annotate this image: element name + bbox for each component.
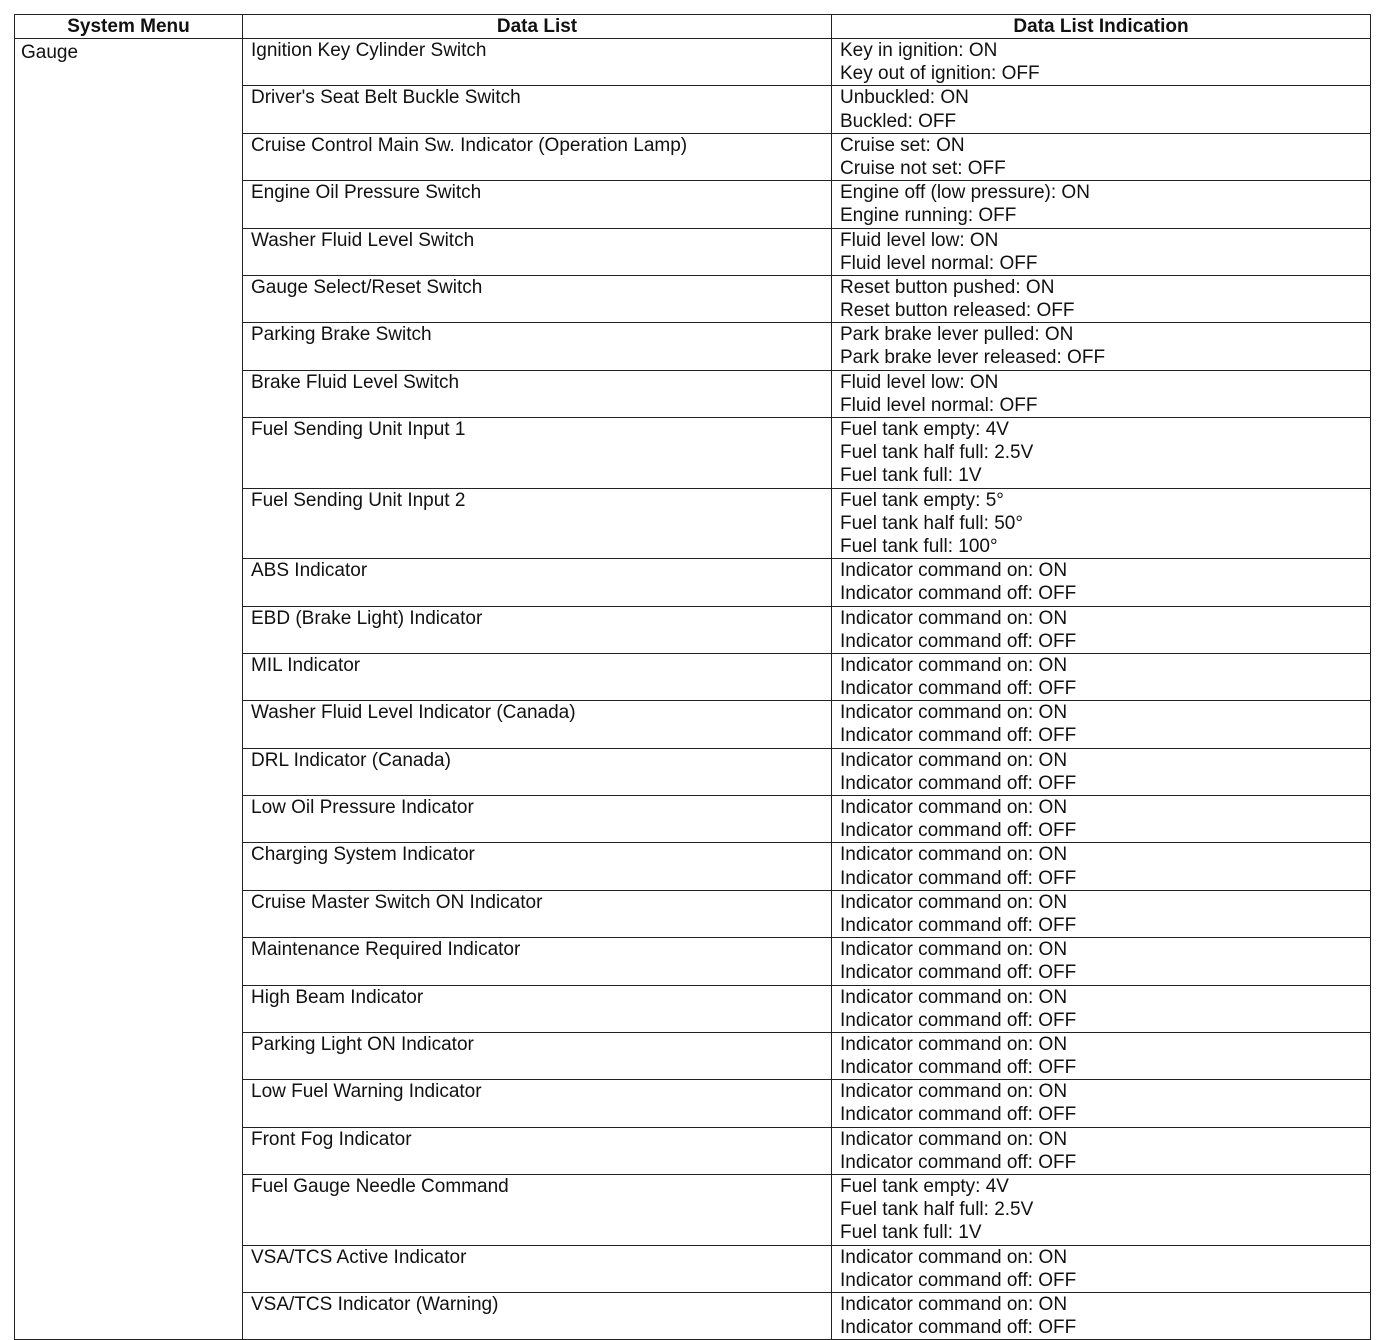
data-list-item: Ignition Key Cylinder Switch <box>243 39 832 86</box>
indication-line: Fuel tank full: 1V <box>840 1222 982 1244</box>
data-list-item: Fuel Gauge Needle Command <box>243 1175 832 1246</box>
data-list-item: Fuel Sending Unit Input 1 <box>243 418 832 489</box>
indication-line: Buckled: OFF <box>840 110 957 132</box>
indication-line: Indicator command off: OFF <box>840 583 1077 605</box>
indication-line: Indicator command on: ON <box>840 844 1068 866</box>
indication-line: Fuel tank empty: 4V <box>840 1176 1009 1197</box>
indication-line: Key out of ignition: OFF <box>840 63 1040 85</box>
indication-cell <box>832 1032 1371 1079</box>
indication-line: Fluid level low: ON <box>840 371 999 393</box>
indication-cell <box>832 418 1371 489</box>
data-list-item: Fuel Sending Unit Input 2 <box>243 488 832 559</box>
indication-cell <box>832 488 1371 559</box>
indication-cell <box>832 1127 1371 1174</box>
indication-cell <box>832 1245 1371 1292</box>
indication-cell <box>832 985 1371 1032</box>
data-list-item: Parking Light ON Indicator <box>243 1032 832 1079</box>
indication-line: Engine running: OFF <box>840 205 1017 227</box>
indication-line: Fuel tank full: 1V <box>840 465 982 487</box>
indication-line: Park brake lever released: OFF <box>840 347 1106 369</box>
data-list-item: Engine Oil Pressure Switch <box>243 181 832 228</box>
indication-cell <box>832 370 1371 417</box>
indication-line: Indicator command off: OFF <box>840 1317 1077 1339</box>
indication-cell <box>832 843 1371 890</box>
indication-line: Indicator command off: OFF <box>840 725 1077 747</box>
indication-cell <box>832 275 1371 322</box>
indication-cell <box>832 748 1371 795</box>
indication-line: Indicator command off: OFF <box>840 914 1077 936</box>
data-list-item: Parking Brake Switch <box>243 323 832 370</box>
indication-cell <box>832 228 1371 275</box>
data-list-item: Gauge Select/Reset Switch <box>243 275 832 322</box>
indication-cell <box>832 39 1371 86</box>
indication-cell <box>832 796 1371 843</box>
header-indication: Data List Indication <box>832 15 1371 39</box>
data-list-item: Brake Fluid Level Switch <box>243 370 832 417</box>
indication-line: Engine off (low pressure): ON <box>840 182 1090 204</box>
indication-line: Indicator command off: OFF <box>840 772 1077 794</box>
indication-line: Indicator command on: ON <box>840 607 1068 629</box>
indication-line: Indicator command off: OFF <box>840 962 1077 984</box>
indication-line: Indicator command on: ON <box>840 1033 1068 1055</box>
indication-line: Indicator command off: OFF <box>840 1104 1077 1126</box>
indication-line: Indicator command off: OFF <box>840 1009 1077 1031</box>
data-list-item: Driver's Seat Belt Buckle Switch <box>243 86 832 133</box>
indication-line: Indicator command on: ON <box>840 560 1068 582</box>
indication-line: Indicator command on: ON <box>840 797 1068 818</box>
table-body <box>15 39 1371 1340</box>
table-row <box>15 39 1371 86</box>
data-list-item: Charging System Indicator <box>243 843 832 890</box>
indication-line: Indicator command on: ON <box>840 749 1068 771</box>
indication-cell <box>832 653 1371 700</box>
data-list-table <box>14 14 1371 1340</box>
indication-line: Cruise set: ON <box>840 134 965 156</box>
indication-cell <box>832 86 1371 133</box>
indication-line: Indicator command on: ON <box>840 939 1068 961</box>
indication-line: Reset button pushed: ON <box>840 276 1055 298</box>
data-list-item: Washer Fluid Level Switch <box>243 228 832 275</box>
indication-cell <box>832 1080 1371 1127</box>
indication-line: Indicator command off: OFF <box>840 1057 1077 1079</box>
header-row <box>15 15 1371 39</box>
indication-line: Indicator command on: ON <box>840 891 1068 913</box>
indication-cell <box>832 181 1371 228</box>
indication-line: Park brake lever pulled: ON <box>840 324 1074 346</box>
indication-line: Indicator command on: ON <box>840 986 1068 1008</box>
indication-cell <box>832 133 1371 180</box>
indication-line: Indicator command on: ON <box>840 654 1068 676</box>
data-list-item: Cruise Master Switch ON Indicator <box>243 890 832 937</box>
system-menu-cell: Gauge <box>15 39 243 1340</box>
indication-cell <box>832 1292 1371 1339</box>
indication-cell <box>832 606 1371 653</box>
indication-line: Indicator command on: ON <box>840 702 1068 724</box>
indication-line: Fluid level normal: OFF <box>840 252 1038 274</box>
data-list-item: VSA/TCS Indicator (Warning) <box>243 1292 832 1339</box>
data-list-item: Maintenance Required Indicator <box>243 938 832 985</box>
indication-line: Reset button released: OFF <box>840 300 1075 322</box>
indication-line: Indicator command off: OFF <box>840 820 1077 842</box>
indication-cell <box>832 323 1371 370</box>
indication-line: Indicator command off: OFF <box>840 1269 1077 1291</box>
indication-line: Unbuckled: ON <box>840 87 969 109</box>
data-list-item: MIL Indicator <box>243 653 832 700</box>
indication-line: Indicator command on: ON <box>840 1128 1068 1150</box>
indication-line: Indicator command on: ON <box>840 1081 1068 1103</box>
indication-line: Indicator command off: OFF <box>840 1151 1077 1173</box>
indication-line: Fuel tank half full: 2.5V <box>840 442 1034 464</box>
data-list-item: Washer Fluid Level Indicator (Canada) <box>243 701 832 748</box>
header-data-list: Data List <box>243 15 832 39</box>
indication-line: Fuel tank empty: 4V <box>840 419 1009 440</box>
data-list-item: Low Fuel Warning Indicator <box>243 1080 832 1127</box>
data-list-item: Cruise Control Main Sw. Indicator (Operation Lamp) <box>243 133 832 180</box>
indication-cell <box>832 559 1371 606</box>
indication-cell <box>832 890 1371 937</box>
data-list-item: High Beam Indicator <box>243 985 832 1032</box>
indication-line: Fluid level normal: OFF <box>840 394 1038 416</box>
indication-line: Key in ignition: ON <box>840 40 998 61</box>
data-list-item: Low Oil Pressure Indicator <box>243 796 832 843</box>
indication-line: Indicator command off: OFF <box>840 867 1077 889</box>
header-system-menu: System Menu <box>15 15 243 39</box>
indication-line: Cruise not set: OFF <box>840 157 1006 179</box>
data-list-item: EBD (Brake Light) Indicator <box>243 606 832 653</box>
indication-line: Indicator command on: ON <box>840 1293 1068 1315</box>
indication-line: Indicator command off: OFF <box>840 678 1077 700</box>
indication-line: Fuel tank empty: 5° <box>840 489 1004 511</box>
indication-line: Indicator command off: OFF <box>840 630 1077 652</box>
data-list-item: Front Fog Indicator <box>243 1127 832 1174</box>
indication-cell <box>832 938 1371 985</box>
indication-cell <box>832 701 1371 748</box>
indication-line: Fuel tank half full: 2.5V <box>840 1199 1034 1221</box>
data-list-document <box>14 14 1370 1340</box>
data-list-item: DRL Indicator (Canada) <box>243 748 832 795</box>
indication-cell <box>832 1175 1371 1246</box>
indication-line: Fluid level low: ON <box>840 229 999 251</box>
indication-line: Fuel tank half full: 50° <box>840 512 1023 534</box>
data-list-item: ABS Indicator <box>243 559 832 606</box>
indication-line: Fuel tank full: 100° <box>840 535 998 557</box>
indication-line: Indicator command on: ON <box>840 1246 1068 1268</box>
data-list-item: VSA/TCS Active Indicator <box>243 1245 832 1292</box>
